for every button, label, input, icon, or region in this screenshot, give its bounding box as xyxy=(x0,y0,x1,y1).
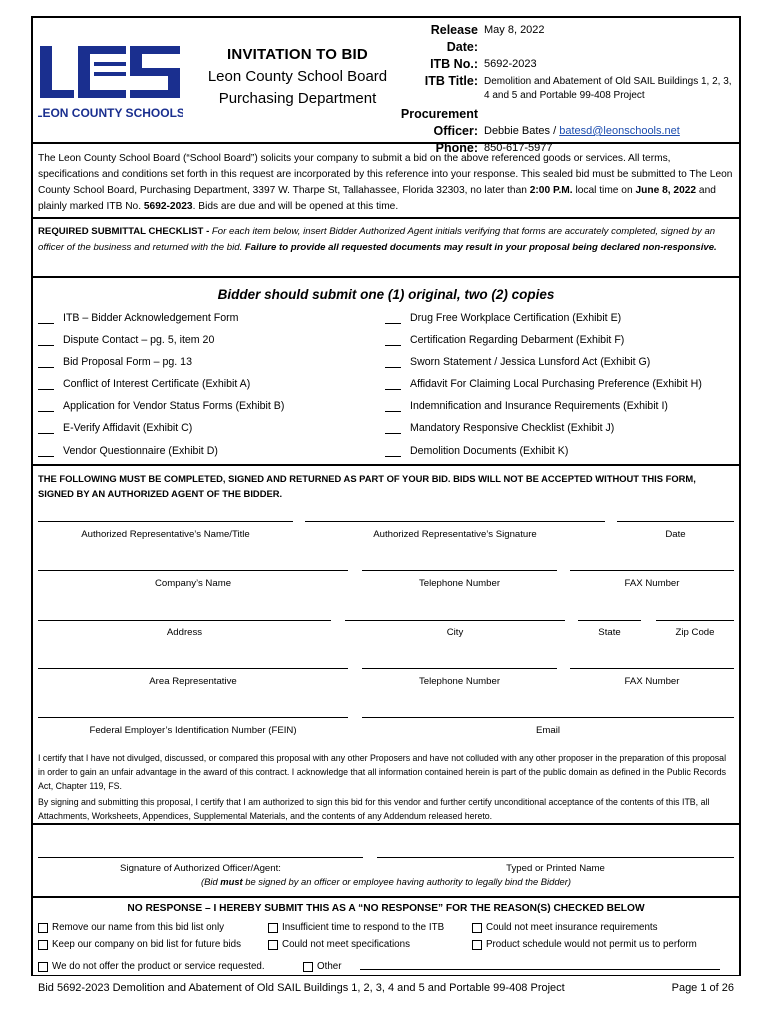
no-response-option[interactable]: Could not meet insurance requirements xyxy=(472,922,658,933)
divider xyxy=(33,823,739,825)
officer-label-2: Officer: xyxy=(433,124,478,138)
telephone2-label: Telephone Number xyxy=(418,676,501,687)
header-title-block xyxy=(195,46,400,110)
itb-no-value: 5692-2023 xyxy=(484,58,537,70)
certification-paragraph: I certify that I have not divulged, discussed, or compared this proposal with any other Proposers and have not colluded with any other proposer in the preparation of this proposal in order to gain an unfair advantage in the award of this contract. I acknowledge that all information contained herein is part of the public domain as defined in the Public Records Act, Chapter 119, FS. xyxy=(38,753,727,791)
initials-blank[interactable] xyxy=(385,336,401,346)
rep-signature-label: Authorized Representative’s Signature xyxy=(373,529,537,540)
date-label: Date xyxy=(665,529,686,540)
initials-blank[interactable] xyxy=(38,447,54,457)
divider xyxy=(33,217,739,219)
checkbox[interactable] xyxy=(38,962,48,972)
intro-paragraph: The Leon County School Board (“School Board”) solicits your company to submit a bid on the above referenced goods or services. All terms, specifications and conditions set forth in this request are incorporated by this reference into your response. This sealed bid must be submitted to The Leon County School Board, Purchasing Department, 3397 W. Tharpe St, Tallahassee, Florida 32303, no later than 2:00 P.M. local time on June 8, 2022 and plainly marked ITB No. 5692-2023. Bids are due and will be opened at this time. xyxy=(38,153,733,212)
company-line[interactable] xyxy=(38,570,348,571)
officer-label-1: Procurement xyxy=(400,107,478,121)
fein-line[interactable] xyxy=(38,717,348,718)
divider xyxy=(33,142,739,144)
signature-note: (Bid must be signed by an officer or employee having authority to legally bind the Bidder) xyxy=(200,876,571,887)
other-reason-line[interactable] xyxy=(360,969,720,970)
officer-email-link[interactable]: batesd@leonschools.net xyxy=(559,125,680,137)
checkbox[interactable] xyxy=(303,962,313,972)
initials-blank[interactable] xyxy=(385,314,401,324)
address-label: Address xyxy=(166,627,203,638)
divider xyxy=(33,276,739,278)
printed-name-line[interactable] xyxy=(377,857,734,858)
checklist-item[interactable]: Affidavit For Claiming Local Purchasing Preference (Exhibit H) xyxy=(385,378,702,390)
authorization-paragraph: By signing and submitting this proposal, I certify that I am authorized to sign this bid for this vendor and further certify unconditional acceptance of the contents of this ITB, all Attachments, Worksheets, Appendices, Supplemental Materials, and the contents of any Addendum released hereto. xyxy=(38,797,710,821)
checklist-item[interactable]: Certification Regarding Debarment (Exhibit F) xyxy=(385,334,624,346)
must-complete-notice: THE FOLLOWING MUST BE COMPLETED, SIGNED AND RETURNED AS PART OF YOUR BID. BIDS WILL NOT BE ACCEPTED WITHOUT THIS FORM, SIGNED BY AN AUTHORIZED AGENT OF THE BIDDER. xyxy=(38,473,696,499)
checklist-item[interactable]: Conflict of Interest Certificate (Exhibit A) xyxy=(38,378,250,390)
initials-blank[interactable] xyxy=(38,424,54,434)
address-line[interactable] xyxy=(38,620,331,621)
city-label: City xyxy=(446,627,464,638)
telephone2-line[interactable] xyxy=(362,668,557,669)
checklist-item[interactable]: Dispute Contact – pg. 5, item 20 xyxy=(38,334,214,346)
fax-label: FAX Number xyxy=(624,578,680,589)
leon-county-schools-logo xyxy=(38,42,183,122)
no-response-option[interactable]: Insufficient time to respond to the ITB xyxy=(268,922,444,933)
phone-value: 850-617-5977 xyxy=(484,142,553,154)
dept-name: Purchasing Department xyxy=(218,90,377,107)
initials-blank[interactable] xyxy=(385,358,401,368)
fax2-label: FAX Number xyxy=(624,676,680,687)
initials-blank[interactable] xyxy=(38,402,54,412)
checklist-item[interactable]: Mandatory Responsive Checklist (Exhibit J) xyxy=(385,422,614,434)
page-footer xyxy=(38,982,734,994)
checklist-item[interactable]: E-Verify Affidavit (Exhibit C) xyxy=(38,422,192,434)
initials-blank[interactable] xyxy=(38,380,54,390)
checkbox[interactable] xyxy=(472,923,482,933)
page-number: Page 1 of 26 xyxy=(671,982,734,994)
logo-text: LEON COUNTY SCHOOLS xyxy=(38,106,183,120)
divider xyxy=(33,896,739,898)
phone-label: Phone: xyxy=(435,141,478,155)
divider xyxy=(33,464,739,466)
footer-title: Bid 5692-2023 Demolition and Abatement of Old SAIL Buildings 1, 2, 3, 4 and 5 and Portable 99-408 Project xyxy=(38,982,565,994)
itb-title-label: ITB Title: xyxy=(424,74,478,88)
checklist-instructions: REQUIRED SUBMITTAL CHECKLIST - For each item below, insert Bidder Authorized Agent initials verifying that forms are accurately completed, signed by an officer of the business and returned with the bid. Failure to provide all requested documents may result in your proposal being declared non-responsive. xyxy=(38,226,717,253)
initials-blank[interactable] xyxy=(385,380,401,390)
checklist-item[interactable]: Demolition Documents (Exhibit K) xyxy=(385,445,568,457)
checkbox[interactable] xyxy=(38,923,48,933)
no-response-option[interactable]: Remove our name from this bid list only xyxy=(38,922,224,933)
telephone-line[interactable] xyxy=(362,570,557,571)
release-date-label: Release Date: xyxy=(430,23,478,54)
page-title: INVITATION TO BID xyxy=(227,46,368,63)
printed-name-label: Typed or Printed Name xyxy=(506,863,605,874)
fax-line[interactable] xyxy=(570,570,734,571)
checklist-item[interactable]: Vendor Questionnaire (Exhibit D) xyxy=(38,445,218,457)
no-response-option[interactable]: We do not offer the product or service requested. xyxy=(38,961,265,972)
checkbox[interactable] xyxy=(472,940,482,950)
checklist-item[interactable]: Application for Vendor Status Forms (Exhibit B) xyxy=(38,400,284,412)
itb-no-label: ITB No.: xyxy=(430,57,478,71)
checklist-item[interactable]: Indemnification and Insurance Requirements (Exhibit I) xyxy=(385,400,668,412)
initials-blank[interactable] xyxy=(38,336,54,346)
officer-signature-line[interactable] xyxy=(38,857,363,858)
checklist-item[interactable]: Bid Proposal Form – pg. 13 xyxy=(38,356,192,368)
fax2-line[interactable] xyxy=(570,668,734,669)
itb-title-value: Demolition and Abatement of Old SAIL Buildings 1, 2, 3, 4 and 5 and Portable 99-408 Project xyxy=(484,76,732,101)
initials-blank[interactable] xyxy=(38,358,54,368)
state-line[interactable] xyxy=(578,620,641,621)
release-date-value: May 8, 2022 xyxy=(484,24,545,36)
officer-name: Debbie Bates / xyxy=(484,125,557,137)
fein-label: Federal Employer’s Identification Number (FEIN) xyxy=(89,725,297,736)
divider xyxy=(33,975,739,976)
checklist-item[interactable]: ITB – Bidder Acknowledgement Form xyxy=(38,312,238,324)
initials-blank[interactable] xyxy=(385,402,401,412)
rep-name-line[interactable] xyxy=(38,521,293,522)
initials-blank[interactable] xyxy=(385,447,401,457)
state-label: State xyxy=(598,627,621,638)
no-response-option[interactable]: Could not meet specifications xyxy=(268,939,410,950)
no-response-option[interactable]: Other xyxy=(303,961,342,972)
email-label: Email xyxy=(536,725,560,736)
checkbox[interactable] xyxy=(268,923,278,933)
area-rep-label: Area Representative xyxy=(149,676,237,687)
officer-signature-label: Signature of Authorized Officer/Agent: xyxy=(120,863,281,874)
copies-instruction: Bidder should submit one (1) original, two (2) copies xyxy=(217,287,555,302)
rep-signature-line[interactable] xyxy=(305,521,605,522)
no-response-option[interactable]: Product schedule would not permit us to perform xyxy=(472,939,697,950)
checklist-item[interactable]: Sworn Statement / Jessica Lunsford Act (Exhibit G) xyxy=(385,356,650,368)
checkbox[interactable] xyxy=(268,940,278,950)
city-line[interactable] xyxy=(345,620,565,621)
org-name: Leon County School Board xyxy=(207,68,388,85)
rep-name-label: Authorized Representative’s Name/Title xyxy=(81,529,250,540)
checkbox[interactable] xyxy=(38,940,48,950)
email-line[interactable] xyxy=(362,717,734,718)
telephone-label: Telephone Number xyxy=(418,578,501,589)
zip-line[interactable] xyxy=(656,620,734,621)
no-response-heading: NO RESPONSE – I HEREBY SUBMIT THIS AS A “NO RESPONSE” FOR THE REASON(S) CHECKED BELOW xyxy=(127,903,645,914)
initials-blank[interactable] xyxy=(38,314,54,324)
company-label: Company’s Name xyxy=(154,578,232,589)
checklist-item[interactable]: Drug Free Workplace Certification (Exhibit E) xyxy=(385,312,621,324)
initials-blank[interactable] xyxy=(385,424,401,434)
area-rep-line[interactable] xyxy=(38,668,348,669)
itb-info-block xyxy=(400,22,736,157)
date-line[interactable] xyxy=(617,521,734,522)
zip-label: Zip Code xyxy=(675,627,715,638)
no-response-option[interactable]: Keep our company on bid list for future bids xyxy=(38,939,241,950)
